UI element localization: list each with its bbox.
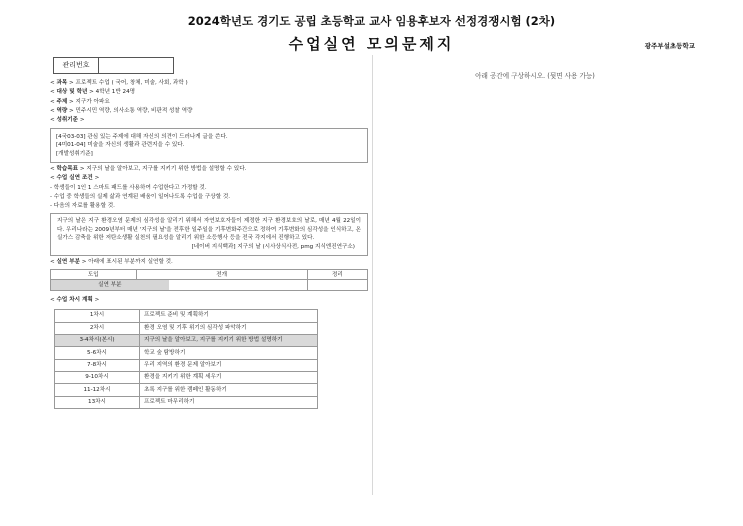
school-name: 광주부설초등학교 <box>644 42 695 50</box>
table-row <box>55 310 318 322</box>
table-row <box>55 396 318 408</box>
page-subtitle: 수업실연 모의문제지 <box>288 35 455 53</box>
period-cell: 7-8차시 <box>55 359 140 371</box>
standard-item: [개발성취기준] <box>56 150 93 157</box>
material-source: [네이버 지식백과] 지구의 날 (시사상식사전, pmg 지식엔진연구소) <box>191 244 355 251</box>
condition-item: - 학생들이 1인 1 스마트 패드를 사용하여 수업한다고 가정할 것. <box>50 184 207 191</box>
content-cell: 환경 오염 및 기후 위기의 심각성 파악하기 <box>140 322 318 334</box>
management-number-label: 관리번호 <box>54 58 99 73</box>
period-cell: 9-10차시 <box>55 372 140 384</box>
stage-development: 전개 <box>136 270 307 280</box>
condition-item: - 수업 중 학생들의 실제 삶과 연계된 배움이 일어나도록 수업을 구상할 것. <box>50 194 231 201</box>
table-row <box>55 372 318 384</box>
period-cell: 3-4차시(본시) <box>55 334 140 346</box>
table-row <box>55 347 318 359</box>
period-cell: 1차시 <box>55 310 140 322</box>
content-cell: 프로젝트 준비 및 계획하기 <box>140 310 318 322</box>
standards-heading: < 성취기준 > <box>50 117 85 124</box>
topic-row: < 주제 > 지구가 아파요 <box>50 98 110 105</box>
table-row <box>51 280 368 291</box>
topic-value: 지구가 아파요 <box>75 98 110 105</box>
content-cell: 지구의 날을 알아보고, 지구를 지키기 위한 방법 설명하기 <box>140 334 318 346</box>
table-row <box>55 359 318 371</box>
competency-row: < 역량 > 민주시민 역량, 의사소통 역량, 비판적 성찰 역량 <box>50 107 193 114</box>
goal-value: 지구의 날을 알아보고, 지구를 지키기 위한 방법을 설명할 수 있다. <box>86 166 247 173</box>
period-cell: 11-12차시 <box>55 384 140 396</box>
standard-item: [4미01-04] 미술을 자신의 생활과 관련지을 수 있다. <box>56 142 185 149</box>
stage-conclusion: 정리 <box>307 270 367 280</box>
subject-value: 프로젝트 수업 ( 국어, 창체, 미술, 사회, 과학 ) <box>75 80 188 86</box>
content-cell: 프로젝트 마무리하기 <box>140 396 318 408</box>
management-number-field[interactable] <box>99 58 173 73</box>
demo-highlight: 실연 부분 <box>51 280 169 290</box>
content-cell: 환경을 지키기 위한 계획 세우기 <box>140 372 318 384</box>
material-box <box>50 213 368 256</box>
left-column <box>50 57 368 409</box>
material-text: 지구의 날은 지구 환경오염 문제의 심각성을 알리기 위해서 자연보호자들이 제정한 지구 환경보호의 날로, 매년 4월 22일이다. 우리나라는 2009년부터 매년 '지구의 날'을 전후한 일주일을 기후변화주간으로 정하여 기후변화의 심각성을 인식하고, 온실가스 감축을 위한 저탄소생활 실천의 필요성을 알리기 위한 소등행사 등을 전국 각지에서 진행하고 있다. <box>57 218 361 242</box>
period-cell: 2차시 <box>55 322 140 334</box>
subject-row: < 과목 > 프로젝트 수업 ( 국어, 창체, 미술, 사회, 과학 ) <box>50 80 188 86</box>
target-value: 4학년 1반 24명 <box>95 89 136 96</box>
table-row <box>55 384 318 396</box>
plan-table <box>54 309 318 409</box>
content-cell: 우리 지역의 환경 문제 알아보기 <box>140 359 318 371</box>
table-row-current <box>55 334 318 346</box>
stage-intro: 도입 <box>51 270 137 280</box>
competency-value: 민주시민 역량, 의사소통 역량, 비판적 성찰 역량 <box>75 107 193 114</box>
content-cell: 학교 숲 탐방하기 <box>140 347 318 359</box>
period-cell: 13차시 <box>55 396 140 408</box>
goal-row: < 학습목표 > 지구의 날을 알아보고, 지구를 지키기 위한 방법을 설명할 수 있다. <box>50 166 247 173</box>
demo-value: 아래에 표시된 부분까지 실연할 것. <box>88 258 173 265</box>
standard-item: [4국03-03] 관심 있는 주제에 대해 자신의 의견이 드러나게 글을 쓴다. <box>56 133 228 140</box>
column-divider <box>372 55 373 495</box>
demo-heading: < 실연 부분 > 아래에 표시된 부분까지 실연할 것. <box>50 258 173 265</box>
conditions-heading: < 수업 실연 조건 > <box>50 175 100 182</box>
period-cell: 5-6차시 <box>55 347 140 359</box>
plan-heading: < 수업 차시 계획 > <box>50 297 100 304</box>
management-number-box <box>53 57 174 74</box>
demo-table <box>50 269 368 291</box>
design-space-note: 아래 공간에 구상하시오. (뒷면 사용 가능) <box>475 72 595 80</box>
condition-item: - 다음의 자료를 활용할 것. <box>50 203 115 210</box>
content-cell: 초록 지구를 위한 캠페인 활동하기 <box>140 384 318 396</box>
table-row <box>51 270 368 280</box>
target-row: < 대상 및 학년 > 4학년 1반 24명 <box>50 89 136 96</box>
standards-box <box>50 128 368 163</box>
page-title: 2024학년도 경기도 공립 초등학교 교사 임용후보자 선정경쟁시험 (2차) <box>187 14 556 28</box>
table-row <box>55 322 318 334</box>
